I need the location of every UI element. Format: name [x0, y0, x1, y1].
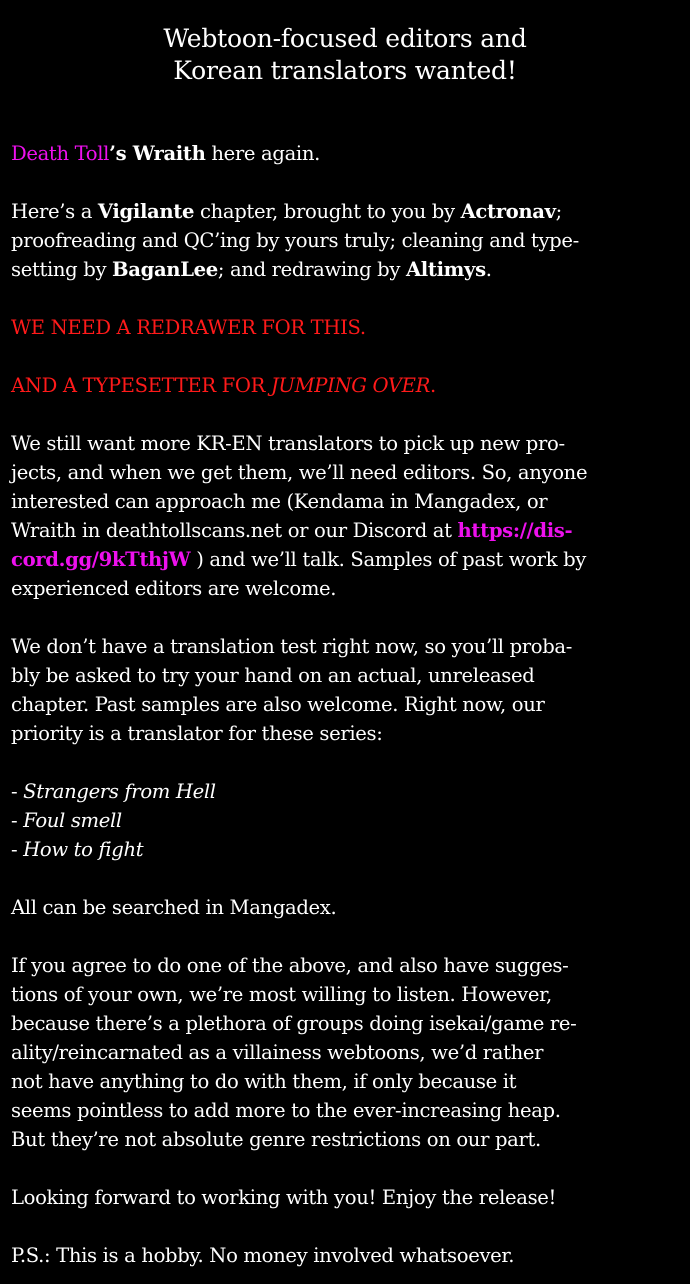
redrawer-name: Altimys	[405, 258, 486, 281]
postscript: P.S.: This is a hobby. No money involved whatsoever.	[11, 1244, 515, 1267]
series-name: Vigilante	[97, 200, 195, 223]
cleaner-name: BaganLee	[112, 258, 218, 281]
typesetter-series: JUMPING OVER	[270, 374, 431, 397]
author-name: Wraith	[132, 142, 206, 165]
intro-paragraph: Death Toll’s Wraith here again.	[11, 142, 320, 165]
recruitment-headline	[11, 0, 679, 87]
redrawer-needed-notice: WE NEED A REDRAWER FOR THIS.	[11, 316, 366, 339]
wanted-series-list	[11, 777, 679, 864]
group-name: Death Toll	[11, 142, 110, 165]
notes-body	[11, 139, 679, 1270]
closing-line: Looking forward to working with you! Enjoy the release!	[11, 1186, 557, 1209]
search-note: All can be searched in Mangadex.	[11, 896, 337, 919]
recruitment-paragraph: We still want more KR-EN translators to pick up new pro- jects, and when we get them, we’ll need editors. So, anyone interested can approach me (Kendama in Mangadex, or Wraith in deathtollscans.net or our Discord at https://dis- cord.gg/9kTthjW ) and we’ll talk. Samples of past work by experienced editors are welcome.	[11, 432, 588, 600]
credits-paragraph: Here’s a Vigilante chapter, brought to you by Actronav; proofreading and QC’ing by yours truly; cleaning and type- setting by BaganLee; and redrawing by Altimys.	[11, 200, 579, 281]
translation-test-paragraph: We don’t have a translation test right now, so you’ll proba- bly be asked to try your hand on an actual, unreleased chapter. Past samples are also welcome. Right now, our priority is a translator for these series:	[11, 635, 573, 745]
typesetter-needed-notice: AND A TYPESETTER FOR JUMPING OVER.	[11, 374, 436, 397]
headline-line-2: Korean translators wanted!	[173, 56, 517, 85]
list-item: - Strangers from Hell	[11, 780, 216, 803]
translator-name: Actronav	[460, 200, 556, 223]
discord-link-part-1[interactable]: https://dis-	[457, 519, 573, 542]
discord-link-part-2[interactable]: cord.gg/9kTthjW	[11, 548, 191, 571]
list-item: - How to fight	[11, 838, 144, 861]
list-item: - Foul smell	[11, 809, 122, 832]
suggestions-paragraph: If you agree to do one of the above, and also have sugges- tions of your own, we’re most willing to listen. However, because there’s a plethora of groups doing isekai/game re- ality/reincarnated as a villainess webtoons, we’d rather not have anything to do with them, if only because it seems pointless to add more to the ever-increasing heap. But they’re not absolute genre restrictions on our part.	[11, 954, 577, 1151]
headline-line-1: Webtoon-focused editors and	[163, 24, 527, 53]
